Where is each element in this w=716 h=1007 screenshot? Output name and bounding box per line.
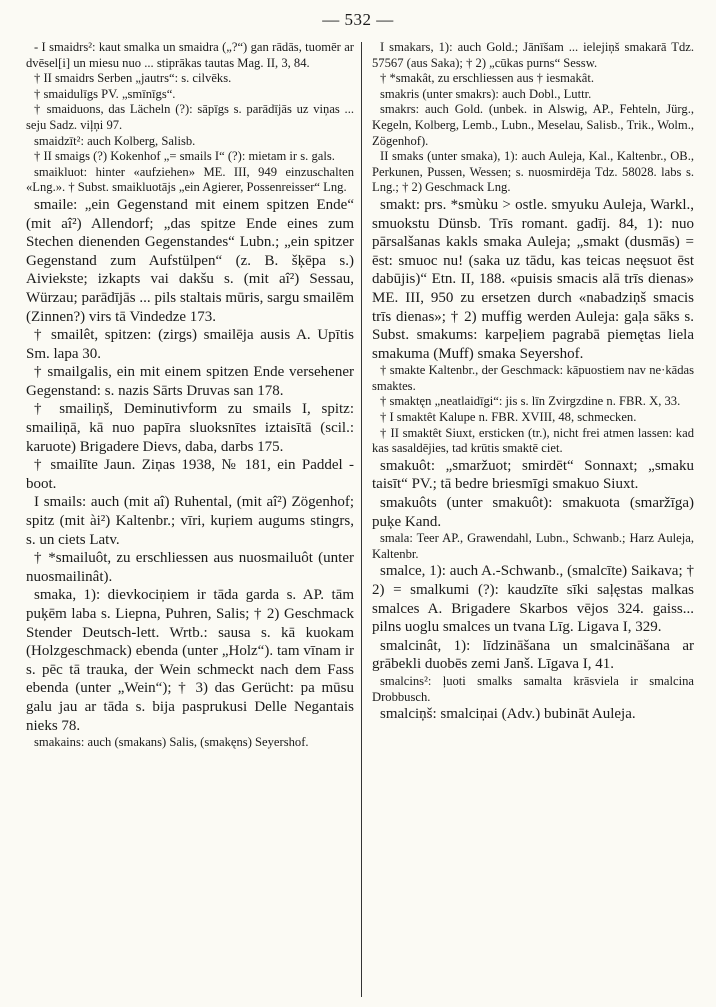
dictionary-entry: smalce, 1): auch A.-Schwanb., (smalcīte) Saikava; † 2) = smalkumi (?): kaudzīte sīki saļęstas malkas smalces A. Brigadere Skarbos vējos 324. gaiss... pilns uoglu smalces un tvana Līg. Ligava I, 329.: [372, 563, 694, 636]
dictionary-entry: smalciņš: smalciņai (Adv.) bubināt Auleja.: [380, 706, 636, 723]
dictionary-entry: † II smaktêt Siuxt, ersticken (tr.), nicht frei atmen lassen: kad kas sasaldējies, tad krūtis smaktē ciet.: [372, 425, 694, 456]
dictionary-entry: † smaiduons, das Lächeln (?): sāpīgs s. parādījās uz viņas ... seju Sadz. viļņi 97.: [26, 102, 354, 132]
right-column: [372, 40, 694, 1001]
dictionary-entry: smaile: „ein Gegenstand mit einem spitzen Ende“ (mit aî²) Allendorf; „das spitze Ende eines zum Stechen dienenden Gegenstandes“ Lubn.; „ein spitzer Gegenstand zum Aufstülpen“ (z. B. šķēpa s.) Aiviekste; izkapts vai dakšu s. (mit aî²) Sessau, Würzau; parādījās ... pils staltais mūris, sargu smailēm (Zinnen?) virs tā Vindedze 173.: [26, 196, 354, 325]
dictionary-entry: † II smaigs (?) Kokenhof „= smails I“ (?): mietam ir s. gals.: [34, 149, 335, 164]
dictionary-entry: smala: Teer AP., Grawendahl, Lubn., Schwanb.; Harz Auleja, Kaltenbr.: [372, 531, 694, 561]
dictionary-entry: † *smakât, zu erschliessen aus † iesmakât.: [380, 71, 595, 86]
dictionary-entry: † smakte Kaltenbr., der Geschmack: kāpuostiem nav ne·kādas smaktes.: [372, 363, 694, 393]
page-number: — 532 —: [322, 10, 394, 29]
dictionary-entry: smaka, 1): dievkociņiem ir tāda garda s. AP. tām puķēm laba s. Liepna, Puhren, Salis; † 2) Geschmack Stender Deutsch-lett. Wrtb.: sausa s. kā kuokam (Holzgeschmack) ebenda (unter „Holz“). tam vīnam ir s. pēc tā traukа, der Wein schmeckt nach dem Fass ebenda (unter „Wein“); † 3) das Gerücht: pa mūsu galu jau ar tāda s. bija pasprukusi Delle Negantais nieks 78.: [26, 587, 354, 734]
dictionary-entry: I smakars, 1): auch Gold.; Jānīšam ... ielejiņš smakarā Tdz. 57567 (aus Saka); † 2) „cūkas purns“ Sessw.: [372, 40, 694, 70]
dictionary-entry: II smaks (unter smaka), 1): auch Auleja, Kal., Kaltenbr., OB., Perkunen, Pussen, Wessen; s. nuosmirdēja Tdz. 58028. labs s. Lng.; † 2) Geschmack Lng.: [372, 149, 694, 195]
dictionary-entry: smakuôt: „smaržuot; smirdēt“ Sonnaxt; „smaku taisīt“ PV.; tā bedre briesmīgi smakuo Siuxt.: [372, 457, 694, 493]
dictionary-entry: smakt: prs. *smùku > ostle. smyuku Auleja, Warkl., smuokstu Dünsb. Trīs romant. gadīj. 84, 1): nuo pārsalšanas kakls smaka Auleja; „smakt (dusmās) = ēst: smuoc nu! (saka uz tādu, kas teicas neęsuot ēst dabūjis)“ Etn. II, 188. «puisis smacis alā trīs dienas» ME. III, 950 zu ersetzen durch «nabadziņš smacis trīs dienas»; † 2) muffig werden Auleja: gaļa sāks s. Subst. smakums: karpeļiem pagrabā piemętas liela smakuma (Muff) smaka Seyershof.: [372, 196, 694, 362]
dictionary-entry: † II smaidrs Serben „jautrs“: s. cilvēks.: [34, 71, 232, 86]
dictionary-entry: † *smailuôt, zu erschliessen aus nuosmailuôt (unter nuosmailinât).: [26, 550, 354, 585]
dictionary-entry: smalcins²: ļuoti smalks samalta krāsviela ir smalcina Drobbusch.: [372, 673, 694, 704]
dictionary-entry: smakuôts (unter smakuôt): smakuota (smaržīga) puķe Kand.: [372, 495, 694, 530]
dictionary-entry: † smailêt, spitzen: (zirgs) smailēja ausis A. Upītis Sm. lapa 30.: [26, 327, 354, 362]
dictionary-entry: smakains: auch (smakans) Salis, (smakęns) Seyershof.: [34, 735, 309, 750]
dictionary-entry: † I smaktêt Kalupe n. FBR. XVIII, 48, schmecken.: [380, 410, 637, 425]
dictionary-entry: † smaktęn „neatlaidīgi“: jis s. līn Zvirgzdine n. FBR. X, 33.: [380, 394, 681, 409]
column-divider: [361, 42, 362, 997]
dictionary-entry: smalcinât, 1): līdzināšana un smalcināšana ar grābekli duobēs zemi Janš. Līgava I, 41.: [372, 637, 694, 673]
dictionary-entry: smaidzīt²: auch Kolberg, Salisb.: [34, 133, 196, 148]
dictionary-entry: † smailīte Jaun. Ziņas 1938, № 181, ein Paddel - boot.: [26, 457, 354, 492]
dictionary-entry: † smailgalis, ein mit einem spitzen Ende versehener Gegenstand: s. nazis Sārts Druvas san 178.: [26, 364, 354, 399]
dictionary-entry: smaikluot: hinter «aufziehen» ME. III, 949 einzuschalten «Lng.». † Subst. smaikluotājs „ein Agierer, Possenreisser“ Lng.: [26, 164, 354, 195]
dictionary-entry: smakris (unter smakrs): auch Dobl., Luttr.: [380, 86, 592, 101]
dictionary-entry: smakrs: auch Gold. (unbek. in Alswig, AP., Fehteln, Jürg., Kegeln, Kolberg, Lemb., Lubn., Meselau, Salisb., Trik., Wolm., Zögenhof).: [372, 102, 694, 148]
dictionary-entry: † smaidulīgs PV. „smīnīgs“.: [34, 86, 176, 101]
dictionary-entry: † smailiņš, Deminutivform zu smails I, spitz: smailiņā, kā nuo papīra sluoksnītes iztaisītā (scil.: karuote) Brigadere Dievs, daba, darbs 175.: [26, 401, 354, 455]
dictionary-entry: - I smaidrs²: kaut smalka un smaidra („?“) gan rādās, tuomēr ar dvēsel[i] un miesu nuo ... stiprākas tautas Mag. II, 3, 84.: [26, 40, 354, 70]
dictionary-entry: I smails: auch (mit aî) Ruhental, (mit aî²) Zögenhof; spitz (mit ài²) Kaltenbr.; vīri, kuŗiem augums stingrs, s. un ciets Latv.: [26, 494, 354, 548]
left-column: [26, 40, 354, 1001]
